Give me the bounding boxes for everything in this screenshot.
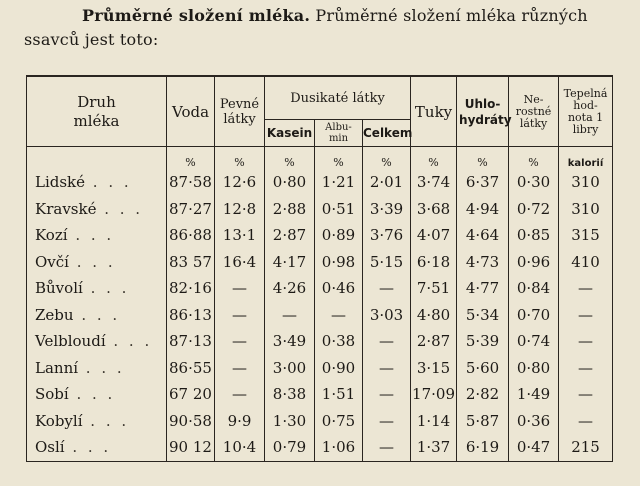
- value-cell: —: [559, 381, 613, 408]
- value-cell: 310: [559, 196, 613, 223]
- leader-dots: . . .: [78, 358, 125, 377]
- value-cell: 310: [559, 169, 613, 196]
- header-druh: Druh mléka: [27, 76, 167, 147]
- milk-composition-table: [26, 75, 613, 462]
- milk-type-label: Kravské: [35, 199, 97, 218]
- value-cell: 3·03: [363, 302, 411, 329]
- milk-type-label: Lidské: [35, 173, 86, 192]
- table-row: [27, 222, 613, 249]
- value-cell: 6·18: [411, 249, 457, 276]
- value-cell: 0·51: [315, 196, 363, 223]
- value-cell: 0·70: [509, 302, 559, 329]
- value-cell: 0·80: [265, 169, 315, 196]
- value-cell: —: [363, 328, 411, 355]
- unit-cell: %: [315, 147, 363, 170]
- value-cell: 87·58: [167, 169, 215, 196]
- value-cell: 5·15: [363, 249, 411, 276]
- value-cell: 12·6: [215, 169, 265, 196]
- leader-dots: . . .: [73, 305, 121, 324]
- value-cell: 0·90: [315, 355, 363, 382]
- value-cell: 82·16: [167, 275, 215, 302]
- value-cell: 4·17: [265, 249, 315, 276]
- value-cell: —: [215, 328, 265, 355]
- value-cell: 6·37: [457, 169, 509, 196]
- table-row: [27, 169, 613, 196]
- value-cell: 0·75: [315, 408, 363, 435]
- value-cell: 87·13: [167, 328, 215, 355]
- value-cell: 3·76: [363, 222, 411, 249]
- value-cell: 9·9: [215, 408, 265, 435]
- table-row: [27, 328, 613, 355]
- intro-heading: Průměrné složení mléka.: [82, 6, 311, 25]
- value-cell: 2·87: [265, 222, 315, 249]
- value-cell: —: [559, 302, 613, 329]
- milk-type-label: Ovčí: [35, 252, 69, 271]
- value-cell: 4·26: [265, 275, 315, 302]
- header-kasein: Kasein: [265, 120, 315, 147]
- header-dusikate: Dusikaté látky: [265, 76, 411, 120]
- table-row: [27, 249, 613, 276]
- unit-cell: %: [363, 147, 411, 170]
- milk-type-label: Kozí: [35, 226, 68, 245]
- value-cell: —: [363, 434, 411, 461]
- value-cell: —: [363, 381, 411, 408]
- value-cell: 0·36: [509, 408, 559, 435]
- value-cell: 0·30: [509, 169, 559, 196]
- value-cell: —: [559, 328, 613, 355]
- value-cell: 0·72: [509, 196, 559, 223]
- value-cell: 3·39: [363, 196, 411, 223]
- leader-dots: . . .: [85, 173, 132, 192]
- value-cell: 1·21: [315, 169, 363, 196]
- value-cell: 67 20: [167, 381, 215, 408]
- milk-type-label: Zebu: [35, 305, 74, 324]
- value-cell: 0·85: [509, 222, 559, 249]
- value-cell: —: [215, 355, 265, 382]
- milk-type-cell: [27, 169, 167, 196]
- leader-dots: . . .: [105, 332, 153, 351]
- value-cell: 12·8: [215, 196, 265, 223]
- milk-type-cell: [27, 355, 167, 382]
- value-cell: 0·89: [315, 222, 363, 249]
- milk-type-cell: [27, 302, 167, 329]
- value-cell: 0·46: [315, 275, 363, 302]
- value-cell: 8·38: [265, 381, 315, 408]
- value-cell: 215: [559, 434, 613, 461]
- header-albumin: Albu-min: [315, 120, 363, 147]
- value-cell: 0·84: [509, 275, 559, 302]
- table-row: [27, 275, 613, 302]
- value-cell: —: [315, 302, 363, 329]
- unit-cell: %: [215, 147, 265, 170]
- value-cell: 86·55: [167, 355, 215, 382]
- table-row: [27, 381, 613, 408]
- value-cell: 3·68: [411, 196, 457, 223]
- leader-dots: . . .: [64, 438, 112, 457]
- leader-dots: . . .: [82, 279, 130, 298]
- header-uhlohydraty: Uhlo-hydráty: [457, 76, 509, 147]
- value-cell: 87·27: [167, 196, 215, 223]
- milk-type-label: Kobylí: [35, 411, 83, 430]
- value-cell: 90 12: [167, 434, 215, 461]
- intro-text: Průměrné složení mléka různých ssavců jest toto:: [24, 6, 588, 49]
- value-cell: 10·4: [215, 434, 265, 461]
- milk-type-label: Sobí: [35, 385, 69, 404]
- value-cell: —: [363, 355, 411, 382]
- value-cell: 1·49: [509, 381, 559, 408]
- unit-cell: %: [509, 147, 559, 170]
- value-cell: 4·80: [411, 302, 457, 329]
- value-cell: 90·58: [167, 408, 215, 435]
- value-cell: 4·64: [457, 222, 509, 249]
- value-cell: 5·34: [457, 302, 509, 329]
- milk-type-label: Velbloudí: [35, 332, 106, 351]
- value-cell: 3·49: [265, 328, 315, 355]
- value-cell: 16·4: [215, 249, 265, 276]
- table-row: [27, 196, 613, 223]
- leader-dots: . . .: [82, 411, 130, 430]
- value-cell: 83 57: [167, 249, 215, 276]
- value-cell: 0·74: [509, 328, 559, 355]
- value-cell: 17·09: [411, 381, 457, 408]
- value-cell: —: [363, 408, 411, 435]
- value-cell: 4·94: [457, 196, 509, 223]
- value-cell: —: [215, 381, 265, 408]
- table-row: [27, 355, 613, 382]
- value-cell: 0·98: [315, 249, 363, 276]
- leader-dots: . . .: [68, 385, 116, 404]
- unit-cell: %: [167, 147, 215, 170]
- milk-type-cell: [27, 381, 167, 408]
- milk-type-cell: [27, 196, 167, 223]
- value-cell: 4·77: [457, 275, 509, 302]
- milk-composition-table-wrapper: [26, 75, 612, 479]
- value-cell: 1·30: [265, 408, 315, 435]
- value-cell: —: [559, 408, 613, 435]
- value-cell: 2·87: [411, 328, 457, 355]
- value-cell: 2·82: [457, 381, 509, 408]
- header-tepelna: Tepelná hod-nota 1 libry: [559, 76, 613, 147]
- value-cell: 410: [559, 249, 613, 276]
- value-cell: 3·15: [411, 355, 457, 382]
- value-cell: 7·51: [411, 275, 457, 302]
- value-cell: 0·96: [509, 249, 559, 276]
- milk-type-label: Lanní: [35, 358, 79, 377]
- leader-dots: . . .: [96, 199, 144, 218]
- header-tuky: Tuky: [411, 76, 457, 147]
- value-cell: 0·47: [509, 434, 559, 461]
- milk-type-cell: [27, 328, 167, 355]
- value-cell: 6·19: [457, 434, 509, 461]
- unit-cell: [27, 147, 167, 170]
- value-cell: 1·06: [315, 434, 363, 461]
- value-cell: —: [559, 355, 613, 382]
- value-cell: —: [265, 302, 315, 329]
- value-cell: 0·79: [265, 434, 315, 461]
- value-cell: 86·88: [167, 222, 215, 249]
- value-cell: 1·14: [411, 408, 457, 435]
- value-cell: 2·01: [363, 169, 411, 196]
- intro-paragraph: [24, 4, 628, 52]
- header-celkem: Celkem: [363, 120, 411, 147]
- value-cell: 3·00: [265, 355, 315, 382]
- value-cell: —: [363, 275, 411, 302]
- value-cell: 0·80: [509, 355, 559, 382]
- table-body: [27, 147, 613, 462]
- value-cell: 315: [559, 222, 613, 249]
- milk-type-cell: [27, 222, 167, 249]
- units-row: [27, 147, 613, 170]
- value-cell: 13·1: [215, 222, 265, 249]
- unit-cell: %: [457, 147, 509, 170]
- value-cell: 1·51: [315, 381, 363, 408]
- value-cell: 5·60: [457, 355, 509, 382]
- leader-dots: . . .: [67, 226, 115, 245]
- value-cell: —: [559, 275, 613, 302]
- value-cell: 4·73: [457, 249, 509, 276]
- value-cell: 86·13: [167, 302, 215, 329]
- value-cell: 1·37: [411, 434, 457, 461]
- milk-type-label: Oslí: [35, 438, 65, 457]
- milk-type-cell: [27, 434, 167, 461]
- value-cell: 4·07: [411, 222, 457, 249]
- value-cell: 0·38: [315, 328, 363, 355]
- milk-type-cell: [27, 275, 167, 302]
- value-cell: 3·74: [411, 169, 457, 196]
- value-cell: —: [215, 275, 265, 302]
- unit-cell: kalorií: [559, 147, 613, 170]
- header-nerostne: Ne-rostné látky: [509, 76, 559, 147]
- value-cell: 5·87: [457, 408, 509, 435]
- value-cell: 2·88: [265, 196, 315, 223]
- header-voda: Voda: [167, 76, 215, 147]
- unit-cell: %: [265, 147, 315, 170]
- header-pevne: Pevné látky: [215, 76, 265, 147]
- value-cell: —: [215, 302, 265, 329]
- table-row: [27, 302, 613, 329]
- table-row: [27, 408, 613, 435]
- milk-type-cell: [27, 249, 167, 276]
- milk-type-cell: [27, 408, 167, 435]
- leader-dots: . . .: [68, 252, 116, 271]
- unit-cell: %: [411, 147, 457, 170]
- milk-type-label: Bůvolí: [35, 279, 83, 298]
- table-row: [27, 434, 613, 461]
- value-cell: 5·39: [457, 328, 509, 355]
